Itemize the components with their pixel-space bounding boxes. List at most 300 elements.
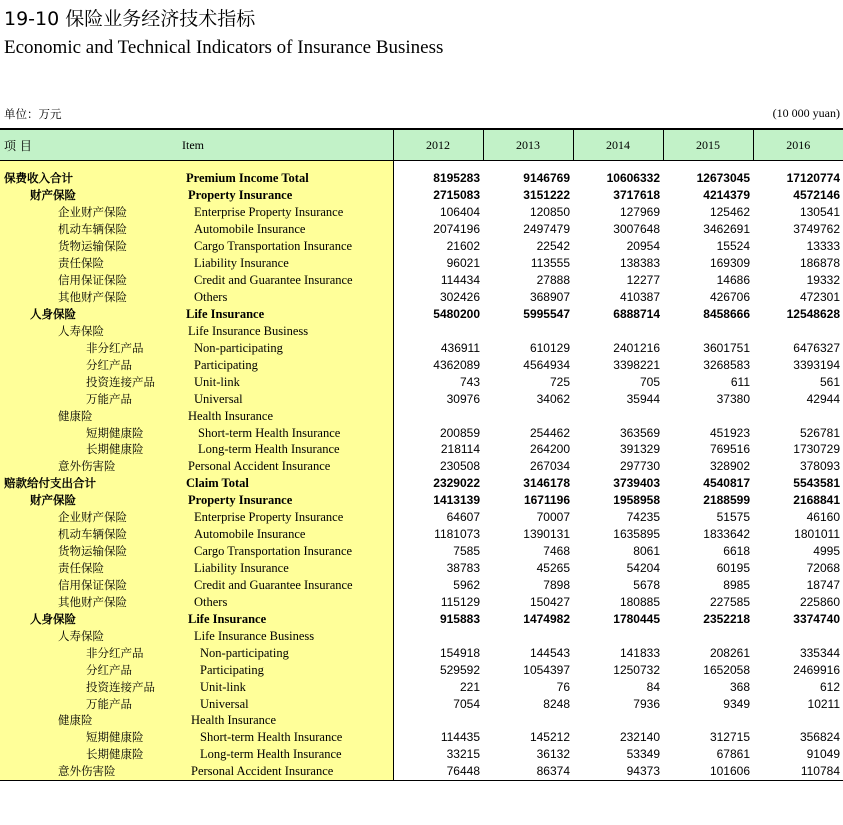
row-label-cn: 保费收入合计: [0, 170, 182, 187]
value-cell: [483, 712, 573, 729]
table-row: [0, 187, 843, 204]
value-cell: 145212: [529, 730, 570, 745]
value-cell: 2074196: [433, 222, 480, 237]
value-cell: 1635895: [613, 527, 660, 542]
value-cell: 76448: [393, 763, 483, 780]
value-cell: 612: [819, 679, 840, 694]
table-row: [0, 238, 843, 255]
value-cell: 27888: [536, 273, 570, 288]
value-cell: 769516: [709, 442, 750, 457]
value-cell: 1958958: [613, 493, 660, 508]
table-row: [0, 492, 843, 509]
value-cell: 180885: [619, 594, 660, 609]
value-cell: 84: [646, 679, 660, 694]
value-cell: 1652058: [703, 662, 750, 677]
table-row: [0, 746, 843, 763]
value-cell: 4995: [813, 544, 840, 559]
value-cell: 114435: [440, 730, 480, 745]
table-row: [0, 441, 843, 458]
row-label-en: Enterprise Property Insurance: [182, 509, 393, 526]
row-label-cn: 责任保险: [0, 255, 182, 272]
value-cell: 106404: [439, 205, 480, 220]
value-cell: 94373: [573, 763, 663, 780]
table-row: [0, 475, 843, 492]
row-label-en: Claim Total: [182, 475, 393, 492]
value-cell: 410387: [619, 290, 660, 305]
indicators-table: [0, 128, 843, 781]
value-cell: 34062: [536, 391, 570, 406]
row-label-cn: 非分红产品: [0, 339, 182, 356]
value-cell: 4564934: [523, 357, 570, 372]
row-label-cn: 企业财产保险: [0, 509, 182, 526]
value-cell: 6618: [723, 544, 750, 559]
value-cell: 335344: [799, 645, 840, 660]
value-cell: 200859: [439, 425, 480, 440]
value-cell: 21602: [446, 239, 480, 254]
row-label-cn: 信用保证保险: [0, 577, 182, 594]
value-cell: 30976: [446, 391, 480, 406]
row-label-en: Unit-link: [182, 678, 393, 695]
value-cell: 218114: [440, 442, 480, 457]
value-cell: 125462: [709, 205, 750, 220]
row-label-cn: 人寿保险: [0, 627, 182, 644]
value-cell: 526781: [799, 425, 840, 440]
value-cell: 1250732: [613, 662, 660, 677]
value-cell: [663, 712, 753, 729]
value-cell: [573, 407, 663, 424]
header-item-en: Item: [182, 129, 393, 161]
value-cell: 18747: [806, 577, 840, 592]
row-label-en: Others: [182, 289, 393, 306]
row-label-cn: 其他财产保险: [0, 289, 182, 306]
table-row: [0, 763, 843, 780]
value-cell: 915883: [439, 611, 480, 626]
value-cell: 76: [556, 679, 570, 694]
value-cell: [573, 322, 663, 339]
spacer-row: [0, 161, 843, 171]
value-cell: 42944: [806, 391, 840, 406]
value-cell: 12277: [626, 273, 660, 288]
row-label-cn: 机动车辆保险: [0, 526, 182, 543]
value-cell: 6476327: [793, 340, 840, 355]
value-cell: 4214379: [703, 188, 750, 203]
value-cell: [483, 627, 573, 644]
value-cell: 267034: [529, 459, 570, 474]
table-row: [0, 543, 843, 560]
row-label-cn: 健康险: [0, 407, 182, 424]
value-cell: 22542: [536, 239, 570, 254]
value-cell: 12548628: [786, 306, 840, 321]
row-label-cn: 短期健康险: [0, 729, 182, 746]
row-label-en: Property Insurance: [182, 492, 393, 509]
value-cell: 46160: [806, 510, 840, 525]
row-label-en: Life Insurance Business: [182, 627, 393, 644]
row-label-cn: 万能产品: [0, 695, 182, 712]
table-row: [0, 729, 843, 746]
value-cell: 1833642: [703, 527, 750, 542]
page-title-cn: 19-10 保险业务经济技术指标: [4, 8, 256, 30]
table-row: [0, 610, 843, 627]
value-cell: 254462: [529, 425, 570, 440]
value-cell: [483, 407, 573, 424]
table-row: [0, 661, 843, 678]
value-cell: 19332: [806, 273, 840, 288]
table-row: [0, 678, 843, 695]
value-cell: 15524: [716, 239, 750, 254]
value-cell: 232140: [619, 730, 660, 745]
header-year: 2016: [753, 129, 843, 161]
row-label-en: Short-term Health Insurance: [182, 729, 393, 746]
value-cell: [393, 322, 483, 339]
row-label-en: Unit-link: [182, 373, 393, 390]
value-cell: 297730: [619, 459, 660, 474]
value-cell: 20954: [626, 239, 660, 254]
value-cell: 114434: [440, 273, 480, 288]
row-label-cn: 机动车辆保险: [0, 221, 182, 238]
table-row: [0, 712, 843, 729]
row-label-en: Non-participating: [182, 644, 393, 661]
row-label-en: Automobile Insurance: [182, 526, 393, 543]
table-row: [0, 627, 843, 644]
value-cell: 5995547: [523, 306, 570, 321]
table-row: [0, 221, 843, 238]
row-label-cn: 其他财产保险: [0, 593, 182, 610]
row-label-en: Cargo Transportation Insurance: [182, 238, 393, 255]
value-cell: 9349: [723, 696, 750, 711]
value-cell: 2497479: [523, 222, 570, 237]
value-cell: 436911: [440, 340, 480, 355]
value-cell: [483, 322, 573, 339]
unit-label-en: (10 000 yuan): [772, 106, 840, 120]
row-label-cn: 投资连接产品: [0, 373, 182, 390]
value-cell: 2188599: [703, 493, 750, 508]
row-label-en: Health Insurance: [182, 407, 393, 424]
value-cell: 70007: [536, 510, 570, 525]
row-label-cn: 货物运输保险: [0, 543, 182, 560]
value-cell: 6888714: [613, 306, 660, 321]
value-cell: 45265: [536, 561, 570, 576]
value-cell: 725: [549, 374, 570, 389]
value-cell: 10606332: [606, 171, 660, 186]
row-label-en: Participating: [182, 661, 393, 678]
row-label-cn: 万能产品: [0, 390, 182, 407]
value-cell: 328902: [709, 459, 750, 474]
table-row: [0, 458, 843, 475]
value-cell: 4362089: [433, 357, 480, 372]
table-row: [0, 526, 843, 543]
row-label-cn: 意外伤害险: [0, 763, 182, 780]
table-row: [0, 322, 843, 339]
value-cell: 611: [730, 374, 750, 389]
table-header-row: [0, 129, 843, 161]
value-cell: 225860: [799, 594, 840, 609]
value-cell: 10211: [807, 696, 840, 711]
value-cell: 150427: [529, 594, 570, 609]
table-row: [0, 695, 843, 712]
value-cell: 3151222: [523, 188, 570, 203]
value-cell: 91049: [806, 747, 840, 762]
value-cell: 8195283: [433, 171, 480, 186]
table-row: [0, 339, 843, 356]
value-cell: 141833: [619, 645, 660, 660]
value-cell: 169309: [709, 256, 750, 271]
value-cell: 1181073: [434, 527, 480, 542]
header-year: 2012: [393, 129, 483, 161]
row-label-en: Life Insurance: [182, 610, 393, 627]
row-label-cn: 赔款给付支出合计: [0, 475, 182, 492]
row-label-cn: 健康险: [0, 712, 182, 729]
row-label-cn: 意外伤害险: [0, 458, 182, 475]
row-label-en: Personal Accident Insurance: [182, 458, 393, 475]
table-row: [0, 560, 843, 577]
unit-label-cn: 单位：万元: [4, 107, 62, 121]
row-label-en: Credit and Guarantee Insurance: [182, 577, 393, 594]
value-cell: 74235: [626, 510, 660, 525]
value-cell: 8458666: [703, 306, 750, 321]
value-cell: 230508: [439, 459, 480, 474]
value-cell: 2352218: [703, 611, 750, 626]
value-cell: 12673045: [696, 171, 750, 186]
value-cell: 368: [729, 679, 750, 694]
value-cell: 3007648: [613, 222, 660, 237]
value-cell: 64607: [446, 510, 480, 525]
table-row: [0, 204, 843, 221]
value-cell: 7054: [453, 696, 480, 711]
table-row: [0, 289, 843, 306]
value-cell: 120850: [529, 205, 570, 220]
row-label-en: Non-participating: [182, 339, 393, 356]
value-cell: 115129: [440, 594, 480, 609]
value-cell: [753, 712, 843, 729]
value-cell: 1390131: [523, 527, 570, 542]
row-label-en: Property Insurance: [182, 187, 393, 204]
value-cell: [753, 322, 843, 339]
value-cell: 5678: [633, 577, 660, 592]
value-cell: 561: [819, 374, 840, 389]
value-cell: 2168841: [793, 493, 840, 508]
value-cell: 7468: [543, 544, 570, 559]
row-label-cn: 货物运输保险: [0, 238, 182, 255]
value-cell: 4540817: [703, 476, 750, 491]
value-cell: [573, 627, 663, 644]
value-cell: 451923: [709, 425, 750, 440]
row-label-en: Long-term Health Insurance: [182, 441, 393, 458]
row-label-cn: 人身保险: [0, 306, 182, 323]
value-cell: 86374: [483, 763, 573, 780]
row-label-en: Universal: [182, 390, 393, 407]
row-label-cn: 非分红产品: [0, 644, 182, 661]
value-cell: 3717618: [613, 188, 660, 203]
value-cell: 264200: [529, 442, 570, 457]
value-cell: 7898: [543, 577, 570, 592]
row-label-en: Automobile Insurance: [182, 221, 393, 238]
value-cell: [663, 322, 753, 339]
value-cell: 8061: [633, 544, 660, 559]
table-row: [0, 255, 843, 272]
value-cell: 144543: [529, 645, 570, 660]
value-cell: 53349: [626, 747, 660, 762]
value-cell: [393, 712, 483, 729]
row-label-cn: 长期健康险: [0, 441, 182, 458]
value-cell: 3749762: [793, 222, 840, 237]
row-label-en: Long-term Health Insurance: [182, 746, 393, 763]
table-row: [0, 356, 843, 373]
value-cell: 186878: [799, 256, 840, 271]
value-cell: 368907: [529, 290, 570, 305]
value-cell: [393, 627, 483, 644]
value-cell: 17120774: [786, 171, 840, 186]
value-cell: 127969: [619, 205, 660, 220]
value-cell: 356824: [799, 730, 840, 745]
row-label-cn: 投资连接产品: [0, 678, 182, 695]
row-label-en: Participating: [182, 356, 393, 373]
value-cell: 2401216: [613, 340, 660, 355]
table-row: [0, 509, 843, 526]
value-cell: 113555: [530, 256, 570, 271]
row-label-en: Enterprise Property Insurance: [182, 204, 393, 221]
row-label-en: Life Insurance Business: [182, 322, 393, 339]
table-row: [0, 170, 843, 187]
row-label-en: Cargo Transportation Insurance: [182, 543, 393, 560]
value-cell: 1474982: [523, 611, 570, 626]
row-label-en: Life Insurance: [182, 306, 393, 323]
value-cell: 1801011: [794, 527, 840, 542]
value-cell: 3393194: [793, 357, 840, 372]
value-cell: 1671196: [523, 493, 570, 508]
value-cell: 363569: [619, 425, 660, 440]
value-cell: [393, 407, 483, 424]
value-cell: 312715: [709, 730, 750, 745]
row-label-en: Liability Insurance: [182, 560, 393, 577]
value-cell: 7936: [633, 696, 660, 711]
value-cell: 9146769: [523, 171, 570, 186]
row-label-cn: 人身保险: [0, 610, 182, 627]
row-label-cn: 财产保险: [0, 187, 182, 204]
value-cell: 154918: [439, 645, 480, 660]
value-cell: 51575: [716, 510, 750, 525]
value-cell: 378093: [799, 459, 840, 474]
table-row: [0, 577, 843, 594]
row-label-cn: 长期健康险: [0, 746, 182, 763]
row-label-cn: 分红产品: [0, 661, 182, 678]
value-cell: 529592: [439, 662, 480, 677]
value-cell: 13333: [806, 239, 840, 254]
value-cell: [663, 627, 753, 644]
value-cell: 3601751: [703, 340, 750, 355]
table-row: [0, 424, 843, 441]
value-cell: 1780445: [613, 611, 660, 626]
row-label-en: Premium Income Total: [182, 170, 393, 187]
row-label-en: Credit and Guarantee Insurance: [182, 272, 393, 289]
value-cell: 5962: [453, 577, 480, 592]
table-row: [0, 644, 843, 661]
value-cell: 101606: [663, 763, 753, 780]
row-label-en: Personal Accident Insurance: [182, 763, 393, 780]
value-cell: 110784: [753, 763, 843, 780]
value-cell: 2329022: [433, 476, 480, 491]
row-label-cn: 分红产品: [0, 356, 182, 373]
value-cell: 130541: [799, 205, 840, 220]
value-cell: 67861: [716, 747, 750, 762]
value-cell: 3462691: [703, 222, 750, 237]
value-cell: 8985: [723, 577, 750, 592]
value-cell: [663, 407, 753, 424]
value-cell: 705: [639, 374, 660, 389]
value-cell: 33215: [446, 747, 480, 762]
row-label-cn: 财产保险: [0, 492, 182, 509]
value-cell: 54204: [626, 561, 660, 576]
value-cell: 743: [459, 374, 480, 389]
row-label-cn: 短期健康险: [0, 424, 182, 441]
value-cell: 5480200: [433, 306, 480, 321]
table-row: [0, 306, 843, 323]
value-cell: 38783: [446, 561, 480, 576]
value-cell: 96021: [446, 256, 480, 271]
row-label-en: Health Insurance: [182, 712, 393, 729]
value-cell: 7585: [453, 544, 480, 559]
value-cell: 221: [459, 679, 480, 694]
table-row: [0, 373, 843, 390]
value-cell: 36132: [536, 747, 570, 762]
header-year: 2015: [663, 129, 753, 161]
value-cell: 4572146: [793, 188, 840, 203]
value-cell: 426706: [709, 290, 750, 305]
value-cell: [753, 627, 843, 644]
row-label-en: Others: [182, 593, 393, 610]
value-cell: [573, 712, 663, 729]
header-year: 2014: [573, 129, 663, 161]
value-cell: [753, 407, 843, 424]
value-cell: 1730729: [793, 442, 840, 457]
value-cell: 3268583: [703, 357, 750, 372]
table-body: [0, 161, 843, 781]
table-row: [0, 272, 843, 289]
value-cell: 2715083: [433, 188, 480, 203]
value-cell: 3398221: [613, 357, 660, 372]
row-label-cn: 责任保险: [0, 560, 182, 577]
table-row: [0, 390, 843, 407]
value-cell: 208261: [709, 645, 750, 660]
value-cell: 3146178: [523, 476, 570, 491]
value-cell: 138383: [619, 256, 660, 271]
value-cell: 610129: [529, 340, 570, 355]
value-cell: 472301: [799, 290, 840, 305]
value-cell: 14686: [716, 273, 750, 288]
row-label-cn: 信用保证保险: [0, 272, 182, 289]
value-cell: 35944: [626, 391, 660, 406]
value-cell: 8248: [543, 696, 570, 711]
row-label-cn: 人寿保险: [0, 322, 182, 339]
value-cell: 3374740: [793, 611, 840, 626]
table-row: [0, 593, 843, 610]
value-cell: 391329: [619, 442, 660, 457]
header-item-cn: 项 目: [0, 129, 182, 161]
row-label-cn: 企业财产保险: [0, 204, 182, 221]
value-cell: 302426: [439, 290, 480, 305]
value-cell: 72068: [806, 561, 840, 576]
value-cell: 5543581: [793, 476, 840, 491]
header-year: 2013: [483, 129, 573, 161]
value-cell: 1054397: [523, 662, 570, 677]
value-cell: 2469916: [793, 662, 840, 677]
row-label-en: Liability Insurance: [182, 255, 393, 272]
value-cell: 1413139: [433, 493, 480, 508]
row-label-en: Short-term Health Insurance: [182, 424, 393, 441]
value-cell: 3739403: [613, 476, 660, 491]
value-cell: 60195: [716, 561, 750, 576]
table-row: [0, 407, 843, 424]
value-cell: 37380: [716, 391, 750, 406]
